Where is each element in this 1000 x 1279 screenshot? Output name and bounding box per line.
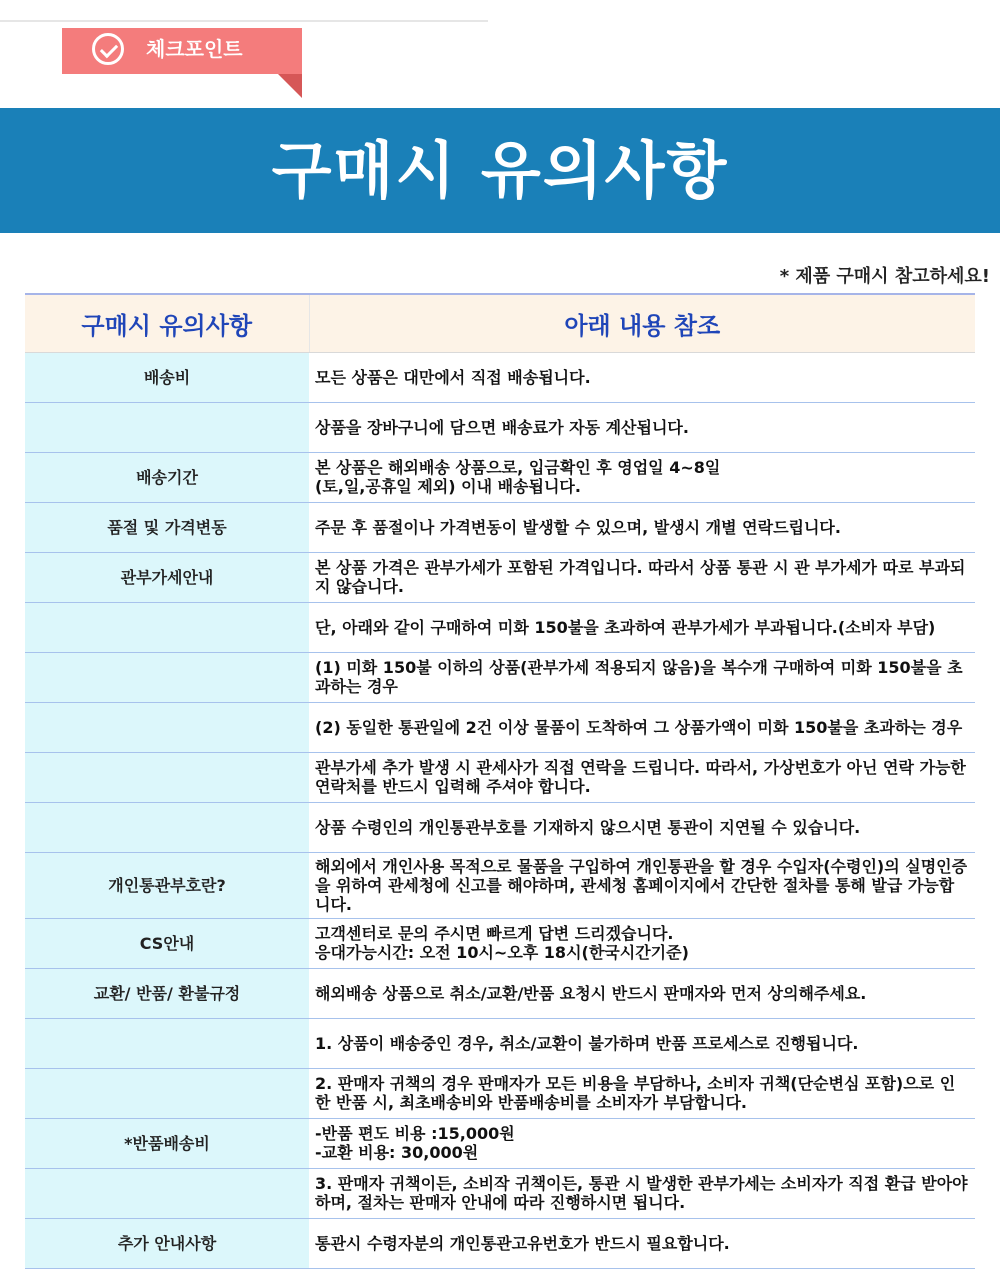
table-row	[25, 918, 975, 968]
row-label: 추가 안내사항	[25, 1218, 309, 1268]
top-divider	[0, 20, 488, 22]
header-category: 구매시 유의사항	[25, 294, 309, 352]
row-content: 3. 판매자 귀책이든, 소비작 귀책이든, 통관 시 발생한 관부가세는 소비자가 직접 환급 받아야 하며, 절차는 판매자 안내에 따라 진행하시면 됩니다.	[309, 1168, 975, 1218]
row-label: 관부가세안내	[25, 552, 309, 602]
row-label	[25, 1168, 309, 1218]
table-row	[25, 1118, 975, 1168]
row-content: -반품 편도 비용 :15,000원 -교환 비용: 30,000원	[309, 1118, 975, 1168]
row-label: 배송기간	[25, 452, 309, 502]
row-label: *반품배송비	[25, 1118, 309, 1168]
row-content: 관부가세 추가 발생 시 관세사가 직접 연락을 드립니다. 따라서, 가상번호가 아닌 연락 가능한 연락처를 반드시 입력해 주셔야 합니다.	[309, 752, 975, 802]
row-label: 품절 및 가격변동	[25, 502, 309, 552]
table-row	[25, 352, 975, 402]
reference-note: * 제품 구매시 참고하세요!	[779, 266, 990, 287]
row-content: 본 상품은 해외배송 상품으로, 입금확인 후 영업일 4~8일 (토,일,공휴일 제외) 이내 배송됩니다.	[309, 452, 975, 502]
row-content: 모든 상품은 대만에서 직접 배송됩니다.	[309, 352, 975, 402]
notice-table-wrapper	[25, 293, 975, 1269]
row-label	[25, 802, 309, 852]
row-label	[25, 702, 309, 752]
row-content: 본 상품 가격은 관부가세가 포함된 가격입니다. 따라서 상품 통관 시 관 부가세가 따로 부과되지 않습니다.	[309, 552, 975, 602]
table-body	[25, 352, 975, 1268]
table-header-row	[25, 294, 975, 352]
row-content: 단, 아래와 같이 구매하여 미화 150불을 초과하여 관부가세가 부과됩니다.(소비자 부담)	[309, 602, 975, 652]
row-content: (1) 미화 150불 이하의 상품(관부가세 적용되지 않음)을 복수개 구매하여 미화 150불을 초과하는 경우	[309, 652, 975, 702]
checkmark-icon	[100, 40, 118, 58]
row-content: 상품 수령인의 개인통관부호를 기재하지 않으시면 통관이 지연될 수 있습니다.	[309, 802, 975, 852]
table-row	[25, 552, 975, 602]
row-content: 주문 후 품절이나 가격변동이 발생할 수 있으며, 발생시 개별 연락드립니다.	[309, 502, 975, 552]
table-row	[25, 1168, 975, 1218]
notice-table	[25, 293, 975, 1269]
row-content: 통관시 수령자분의 개인통관고유번호가 반드시 필요합니다.	[309, 1218, 975, 1268]
checkpoint-tag-fold	[278, 74, 302, 98]
row-label	[25, 1018, 309, 1068]
row-content: 2. 판매자 귀책의 경우 판매자가 모든 비용을 부담하나, 소비자 귀책(단순변심 포함)으로 인한 반품 시, 최초배송비와 반품배송비를 소비자가 부담합니다.	[309, 1068, 975, 1118]
table-row	[25, 752, 975, 802]
table-row	[25, 702, 975, 752]
table-row	[25, 852, 975, 918]
table-row	[25, 452, 975, 502]
row-label: 교환/ 반품/ 환불규정	[25, 968, 309, 1018]
table-row	[25, 1218, 975, 1268]
row-label	[25, 602, 309, 652]
row-content: (2) 동일한 통관일에 2건 이상 물품이 도착하여 그 상품가액이 미화 150불을 초과하는 경우	[309, 702, 975, 752]
row-label	[25, 652, 309, 702]
row-label: 배송비	[25, 352, 309, 402]
row-content: 해외배송 상품으로 취소/교환/반품 요청시 반드시 판매자와 먼저 상의해주세요.	[309, 968, 975, 1018]
row-content: 고객센터로 문의 주시면 빠르게 답변 드리겠습니다. 응대가능시간: 오전 10시~오후 18시(한국시간기준)	[309, 918, 975, 968]
row-label: 개인통관부호란?	[25, 852, 309, 918]
row-content: 1. 상품이 배송중인 경우, 취소/교환이 불가하며 반품 프로세스로 진행됩니다.	[309, 1018, 975, 1068]
row-label	[25, 1068, 309, 1118]
row-label	[25, 402, 309, 452]
table-row	[25, 802, 975, 852]
table-row	[25, 1068, 975, 1118]
check-circle-icon	[92, 33, 124, 65]
table-row	[25, 502, 975, 552]
table-row	[25, 1018, 975, 1068]
table-row	[25, 652, 975, 702]
checkpoint-label: 체크포인트	[146, 37, 243, 61]
row-label	[25, 752, 309, 802]
page-title: 구매시 유의사항	[271, 134, 729, 207]
table-row	[25, 402, 975, 452]
table-row	[25, 968, 975, 1018]
row-label: CS안내	[25, 918, 309, 968]
row-content: 해외에서 개인사용 목적으로 물품을 구입하여 개인통관을 할 경우 수입자(수령인)의 실명인증을 위하여 관세청에 신고를 해야하며, 관세청 홈페이지에서 간단한 절차를 통해 발급 가능합니다.	[309, 852, 975, 918]
row-content: 상품을 장바구니에 담으면 배송료가 자동 계산됩니다.	[309, 402, 975, 452]
table-row	[25, 602, 975, 652]
header-details: 아래 내용 참조	[309, 294, 975, 352]
